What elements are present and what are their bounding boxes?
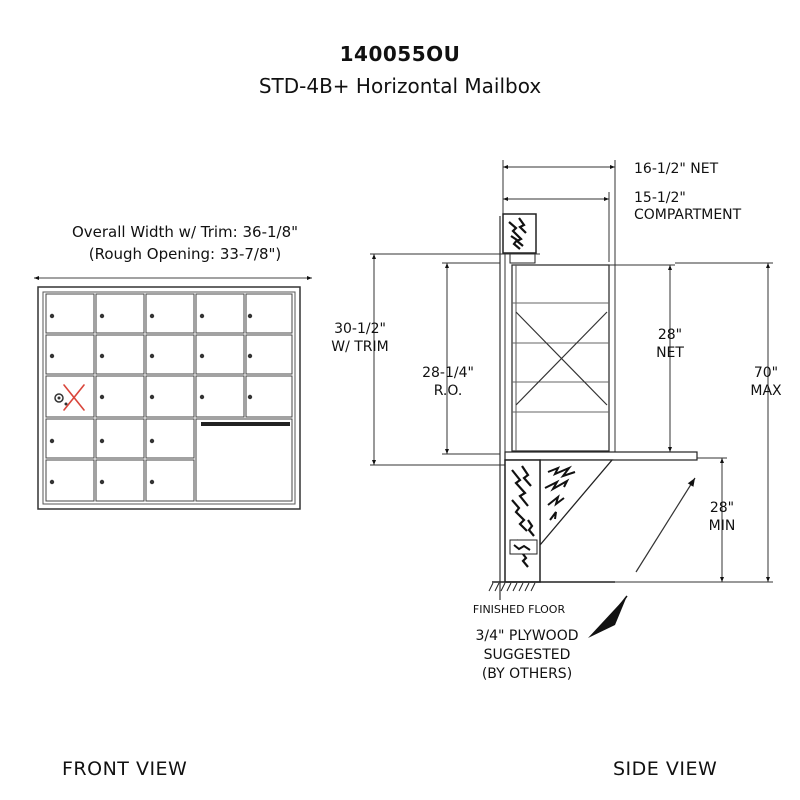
outgoing-mail-slot (201, 422, 290, 426)
product-description: STD-4B+ Horizontal Mailbox (258, 74, 542, 98)
lock-icon (100, 354, 104, 358)
overall-width-label: Overall Width w/ Trim: 36-1/8" (71, 223, 299, 241)
lock-icon (100, 395, 104, 399)
max-height-value: 70" (753, 365, 779, 381)
lock-icon (50, 354, 54, 358)
lock-icon (248, 395, 252, 399)
compartment-door (196, 294, 244, 333)
shelf-bracket (540, 460, 612, 545)
parcel-door (196, 419, 292, 501)
side-view-label: SIDE VIEW (613, 758, 718, 780)
model-number: 140055OU (339, 42, 461, 66)
net-depth-label: 16-1/2" NET (634, 161, 719, 177)
compartment-door (96, 419, 144, 458)
min-height-value: 28" (709, 500, 735, 516)
front-view-label: FRONT VIEW (62, 758, 188, 780)
compartment-door (46, 376, 94, 417)
finished-floor-label: FINISHED FLOOR (472, 603, 566, 616)
max-height-word: MAX (750, 383, 782, 399)
lock-icon (150, 480, 154, 484)
lock-icon (248, 354, 252, 358)
lock-icon (200, 314, 204, 318)
front-view (34, 278, 312, 509)
rough-opening-value: 28-1/4" (422, 365, 474, 381)
finished-floor (489, 582, 615, 591)
lock-icon (50, 439, 54, 443)
lock-icon (100, 314, 104, 318)
compartment-doors (46, 294, 292, 501)
rough-opening-label: (Rough Opening: 33-7/8") (88, 245, 282, 263)
lock-icon (100, 480, 104, 484)
wall-stud-top (503, 214, 536, 263)
compartment-door (246, 294, 292, 333)
rough-opening-word: R.O. (433, 383, 463, 399)
compartment-depth-value: 15-1/2" (634, 190, 686, 206)
lock-icon (50, 314, 54, 318)
min-height-word: MIN (708, 518, 736, 534)
plywood-leader (636, 478, 695, 572)
compartment-door (96, 294, 144, 333)
mounting-shelf (505, 452, 697, 460)
lock-icon (200, 354, 204, 358)
plywood-note-line3: (BY OTHERS) (481, 666, 573, 682)
lock-icon (100, 439, 104, 443)
height-trim-word: W/ TRIM (331, 339, 389, 355)
net-height-value: 28" (657, 327, 683, 343)
side-view (331, 160, 782, 682)
lock-icon (200, 395, 204, 399)
compartment-depth-word: COMPARTMENT (634, 207, 742, 223)
height-trim-value: 30-1/2" (334, 321, 386, 337)
lock-icon (150, 354, 154, 358)
lock-icon (150, 439, 154, 443)
lock-icon (150, 395, 154, 399)
lock-icon (150, 314, 154, 318)
lock-icon (50, 480, 54, 484)
plywood-note-line2: SUGGESTED (483, 647, 571, 663)
mailbox-side-body (512, 265, 609, 451)
wall-stud-bottom (505, 460, 540, 582)
plywood-note-line1: 3/4" PLYWOOD (475, 628, 579, 644)
compartment-door (46, 419, 94, 458)
compartment-door (246, 335, 292, 374)
compartment-door (246, 376, 292, 417)
lock-icon (248, 314, 252, 318)
compartment-door (46, 294, 94, 333)
compartment-door (146, 294, 194, 333)
net-height-word: NET (656, 345, 684, 361)
compartment-door (146, 419, 194, 458)
